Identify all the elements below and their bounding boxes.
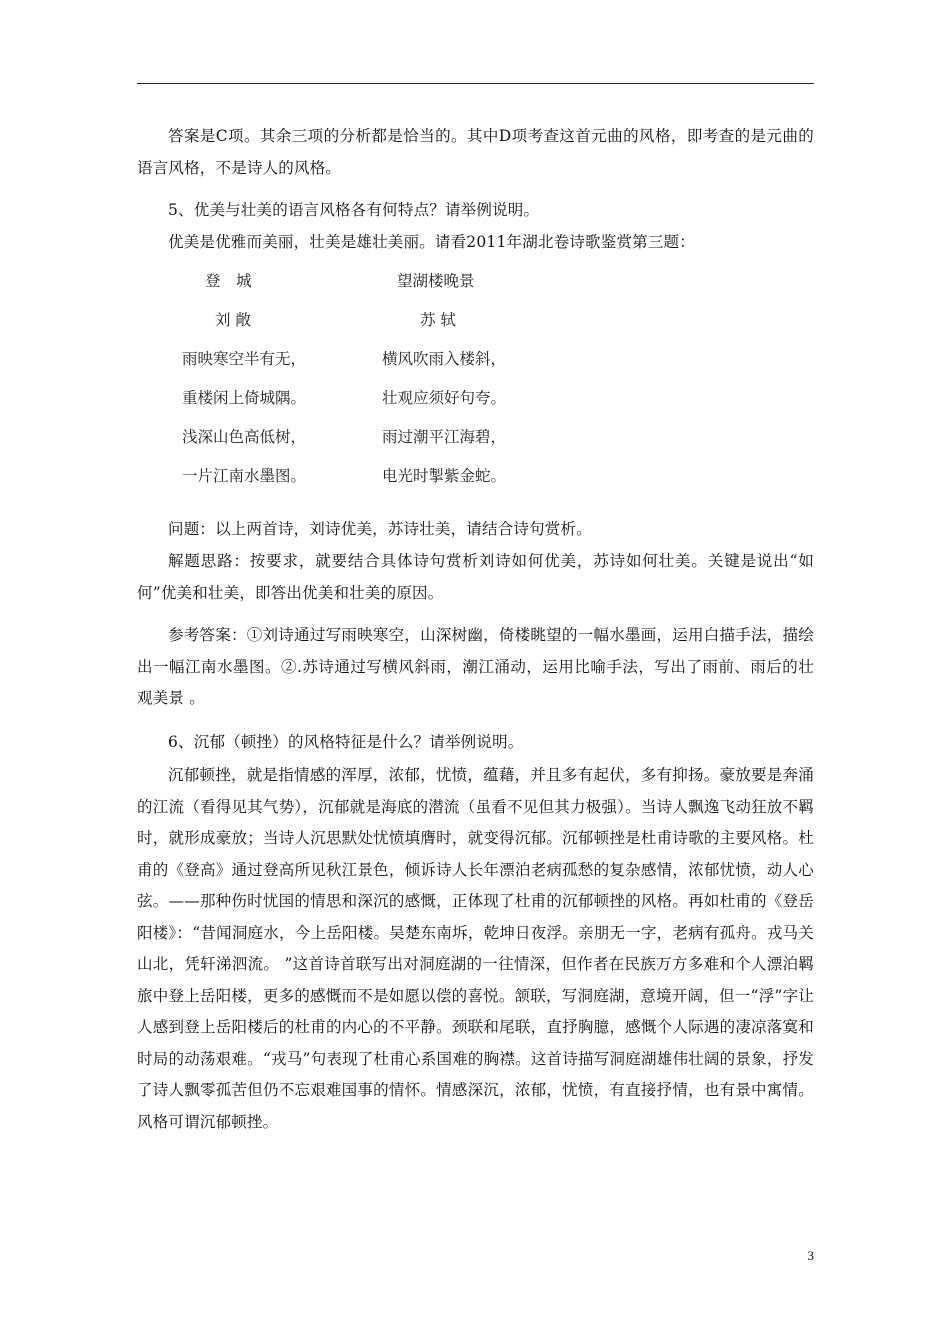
- question-5: 5、优美与壮美的语言风格各有何特点？请举例说明。: [168, 201, 540, 219]
- poem-left-author: 刘 敞: [215, 311, 251, 329]
- paragraph-chenyu-dunci: 沉郁顿挫，就是指情感的浑厚，浓郁，忧愤，蕴藉，并且多有起伏，多有抑扬。豪放要是奔涌的江流（看得见其气势），沉郁就是海底的潜流（虽看不见但其力极强）。当诗人飘逸飞动狂放不羁时，就形成豪放；当诗人沉思默处忧愤填膺时，就变得沉郁。沉郁顿挫是杜甫诗歌的主要风格。杜甫的《登高》通过登高所见秋江景色，倾诉诗人长年漂泊老病孤愁的复杂感情，浓郁忧愤，动人心弦。——那种伤时忧国的情思和深沉的感慨，正体现了杜甫的沉郁顿挫的风格。再如杜甫的《登岳阳楼》：“昔闻洞庭水，今上岳阳楼。吴楚东南坼，乾坤日夜浮。亲朋无一字，老病有孤舟。戎马关山北，凭轩涕泗流。 ”这首诗首联写出对洞庭湖的一往情深，但作者在民族万方多难和个人漂泊羁旅中登上岳阳楼，更多的感慨而不是如愿以偿的喜悦。颔联，写洞庭湖，意境开阔，但一“浮”字让人感到登上岳阳楼后的杜甫的内心的不平静。颈联和尾联，直抒胸臆，感慨个人际遇的凄凉落寞和时局的动荡艰难。“戎马”句表现了杜甫心系国难的胸襟。这首诗描写洞庭湖雄伟壮阔的景象，抒发了诗人飘零孤苦但仍不忘艰难国事的情怀。情感深沉，浓郁，忧愤，有直接抒情，也有景中寓情。风格可谓沉郁顿挫。: [137, 766, 814, 1131]
- poem-left-line: 雨映寒空半有无，: [182, 350, 307, 368]
- question-6: 6、沉郁（顿挫）的风格特征是什么？请举例说明。: [168, 733, 524, 751]
- poem-left-line: 一片江南水墨图。: [182, 467, 307, 485]
- reference-answer: 参考答案：①刘诗通过写雨映寒空，山深树幽，倚楼眺望的一幅水墨画，运用白描手法，描绘出一幅江南水墨图。②.苏诗通过写横风斜雨，潮江涌动，运用比喻手法，写出了雨前、雨后的壮观美景 。: [137, 626, 814, 707]
- poem-right-author: 苏 轼: [420, 311, 456, 329]
- header-rule: [137, 83, 814, 84]
- question-text: 问题：以上两首诗，刘诗优美，苏诗壮美，请结合诗句赏析。: [168, 520, 592, 538]
- page-number: 3: [807, 1248, 814, 1263]
- poem-left-line: 重楼闲上倚城隅。: [182, 389, 307, 407]
- poem-right-line: 横风吹雨入楼斜，: [382, 350, 507, 368]
- poem-right-title: 望湖楼晚景: [397, 272, 475, 290]
- poem-right-line: 电光时掣紫金蛇。: [382, 467, 507, 485]
- poem-left-line: 浅深山色高低树，: [182, 428, 307, 446]
- poem-right-line: 壮观应须好句夸。: [382, 389, 507, 407]
- paragraph-answer-c: 答案是C项。其余三项的分析都是恰当的。其中D项考查这首元曲的风格，即考查的是元曲的语言风格，不是诗人的风格。: [137, 127, 814, 177]
- poem-left-title: 登 城: [205, 272, 252, 290]
- solution-approach: 解题思路：按要求，就要结合具体诗句赏析刘诗如何优美，苏诗如何壮美。关键是说出“如何”优美和壮美，即答出优美和壮美的原因。: [137, 552, 814, 602]
- poem-right-line: 雨过潮平江海碧，: [382, 428, 507, 446]
- paragraph-beauty-definition: 优美是优雅而美丽，壮美是雄壮美丽。请看2011年湖北卷诗歌鉴赏第三题：: [168, 233, 695, 251]
